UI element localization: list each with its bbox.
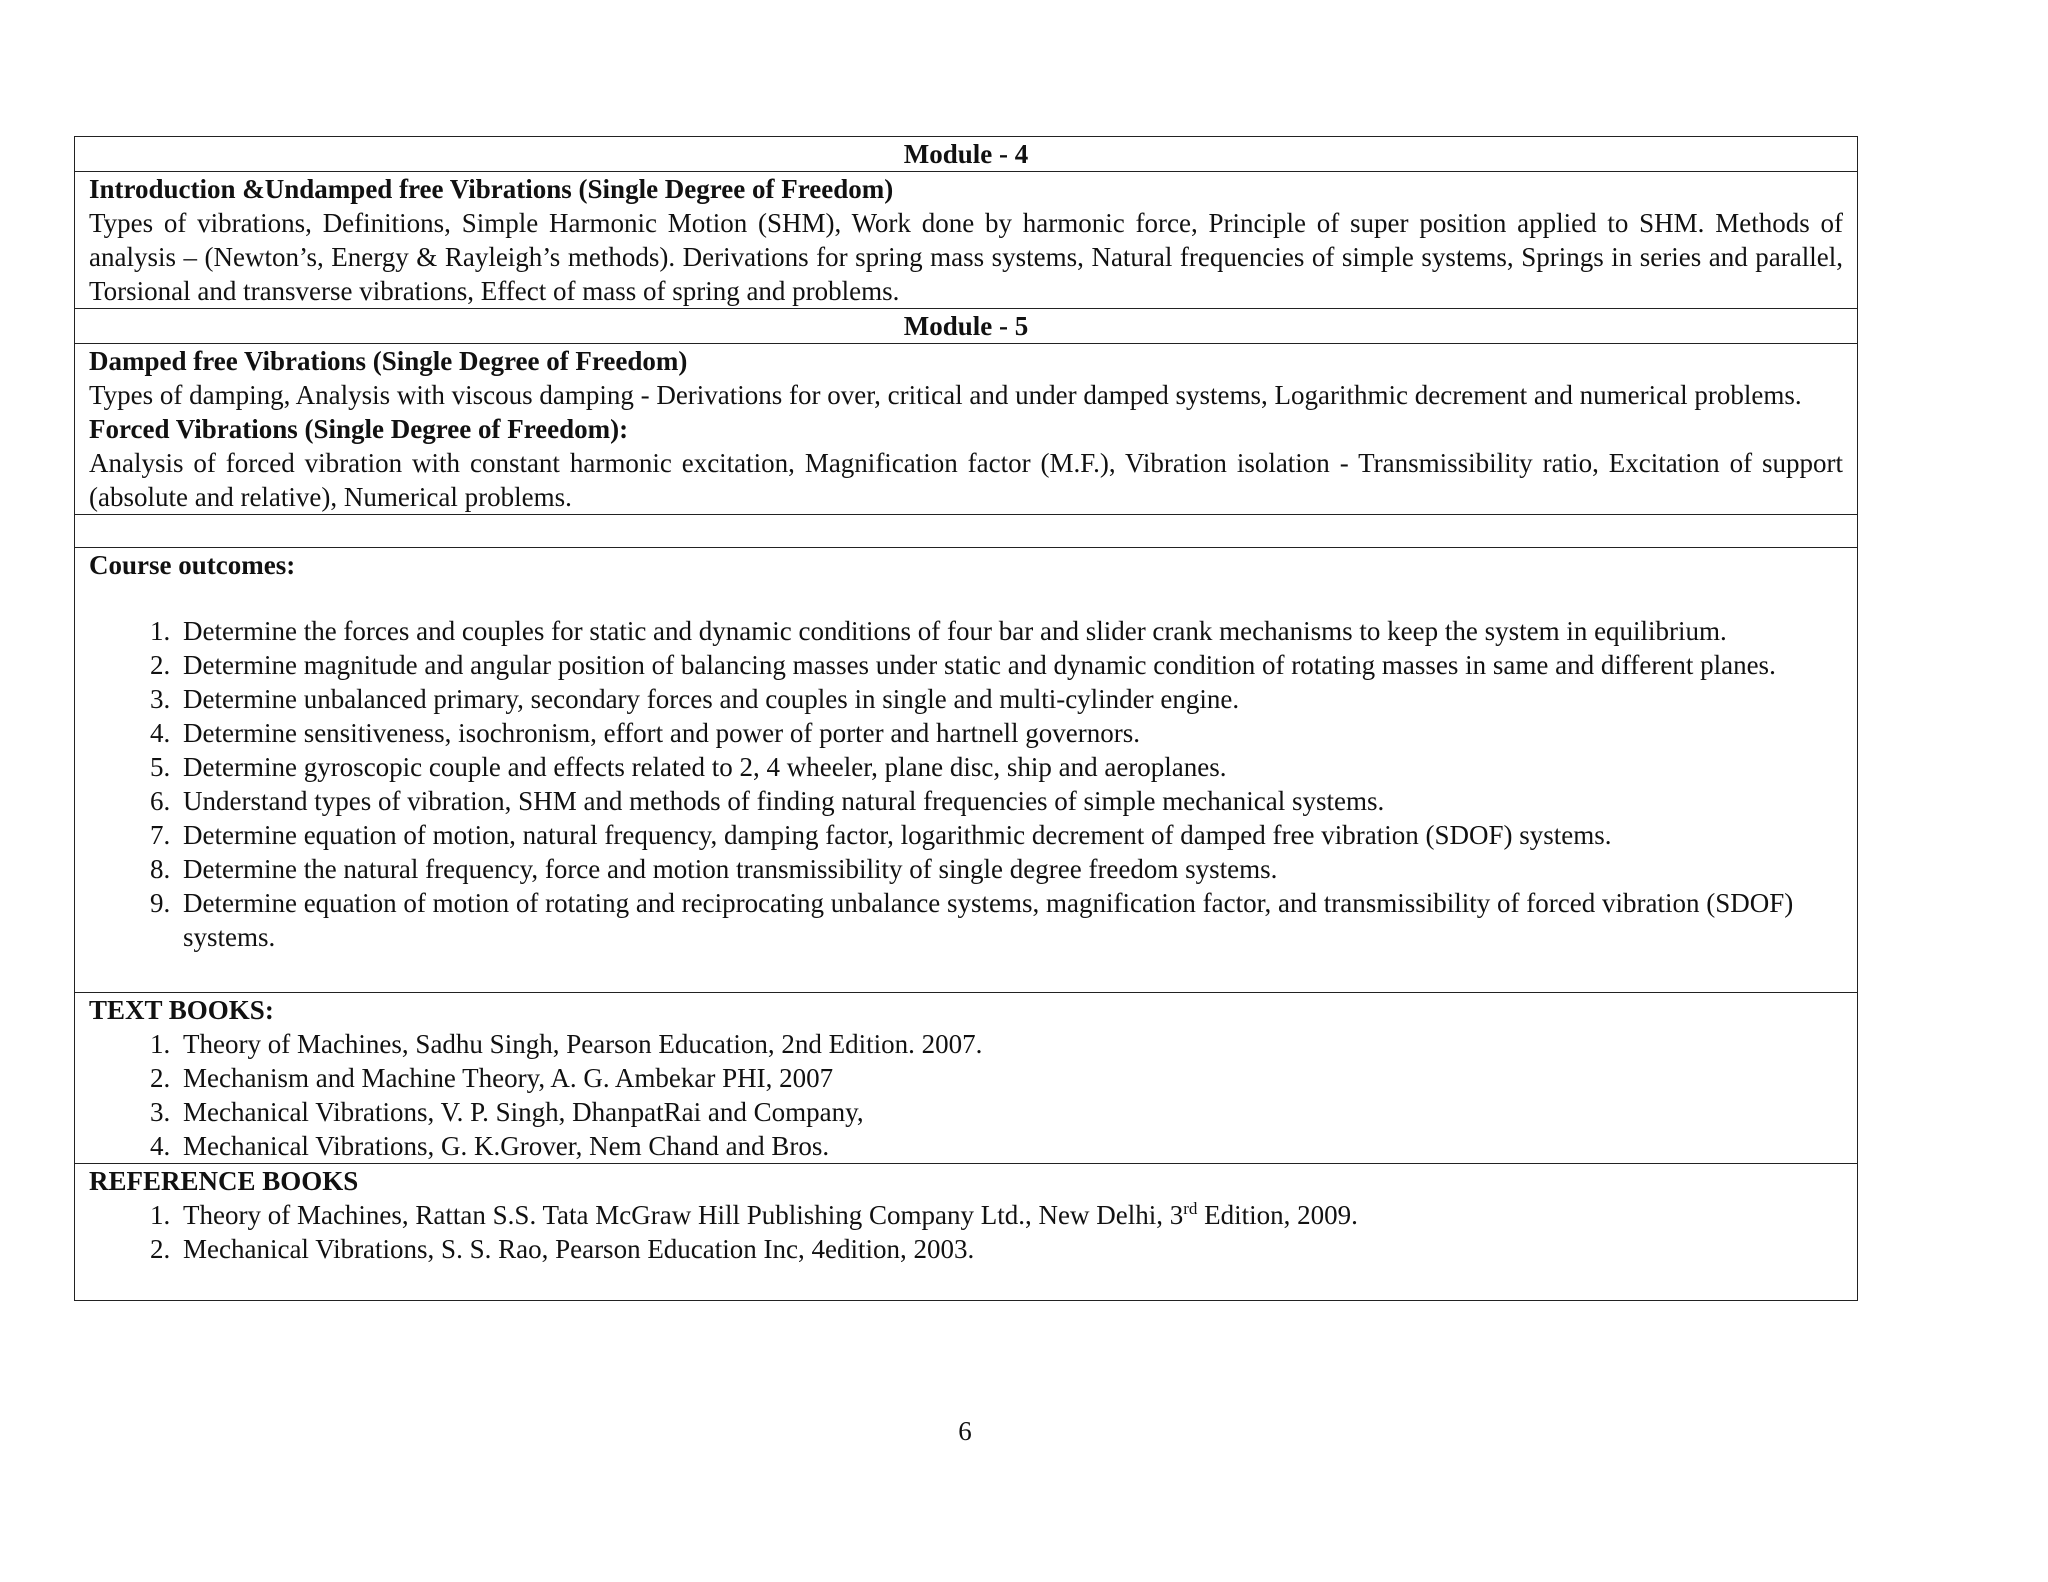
syllabus-table — [74, 136, 1858, 1301]
module4-content-row — [75, 172, 1858, 309]
outcome-item: 5. Determine gyroscopic couple and effects related to 2, 4 wheeler, plane disc, ship and aeroplanes. — [177, 750, 1843, 784]
reference-book-text: Theory of Machines, Rattan S.S. Tata McGraw Hill Publishing Company Ltd., New Delhi, 3 — [183, 1200, 1184, 1230]
module5-header-row — [75, 309, 1858, 344]
module5-body-damped: Types of damping, Analysis with viscous damping - Derivations for over, critical and under damped systems, Logarithmic decrement and numerical problems. — [89, 380, 1802, 410]
text-book-item: 3. Mechanical Vibrations, V. P. Singh, DhanpatRai and Company, — [177, 1095, 1843, 1129]
module5-content-row — [75, 344, 1858, 515]
outcome-item: 3. Determine unbalanced primary, secondary forces and couples in single and multi-cylinder engine. — [177, 682, 1843, 716]
outcome-item: 1. Determine the forces and couples for static and dynamic conditions of four bar and slider crank mechanisms to keep the system in equilibrium. — [177, 614, 1843, 648]
module5-content — [75, 344, 1858, 515]
reference-book-item: 2. Mechanical Vibrations, S. S. Rao, Pearson Education Inc, 4edition, 2003. — [177, 1232, 1843, 1266]
module5-title-forced: Forced Vibrations (Single Degree of Freedom): — [89, 414, 629, 444]
empty-row — [75, 515, 1858, 548]
module4-header: Module - 4 — [75, 137, 1858, 172]
text-books-list — [89, 1027, 1843, 1163]
reference-book-item — [177, 1198, 1843, 1232]
module5-title-damped: Damped free Vibrations (Single Degree of Freedom) — [89, 346, 688, 376]
text-books-row — [75, 993, 1858, 1164]
ordinal-suffix: rd — [1183, 1199, 1198, 1218]
text-book-item: 4. Mechanical Vibrations, G. K.Grover, Nem Chand and Bros. — [177, 1129, 1843, 1163]
module4-body: Types of vibrations, Definitions, Simple Harmonic Motion (SHM), Work done by harmonic force, Principle of super position applied to SHM. Methods of analysis – (Newton’s, Energy & Rayleigh’s methods). Derivations for spring mass systems, Natural frequencies of simple systems, Springs in series and parallel, Torsional and transverse vibrations, Effect of mass of spring and problems. — [89, 208, 1843, 306]
module4-title: Introduction &Undamped free Vibrations (Single Degree of Freedom) — [89, 174, 894, 204]
reference-books-row — [75, 1164, 1858, 1301]
course-outcomes-row — [75, 548, 1858, 993]
text-book-item: 1. Theory of Machines, Sadhu Singh, Pearson Education, 2nd Edition. 2007. — [177, 1027, 1843, 1061]
module5-body-forced: Analysis of forced vibration with constant harmonic excitation, Magnification factor (M.F.), Vibration isolation - Transmissibility ratio, Excitation of support (absolute and relative), Numerical problems. — [89, 448, 1843, 512]
course-outcomes-list — [89, 614, 1843, 954]
course-outcomes-cell — [75, 548, 1858, 993]
text-books-title: TEXT BOOKS: — [89, 995, 274, 1025]
outcome-item: 9. Determine equation of motion of rotating and reciprocating unbalance systems, magnification factor, and transmissibility of forced vibration (SDOF) systems. — [177, 886, 1843, 954]
reference-books-cell — [75, 1164, 1858, 1301]
empty-cell — [75, 515, 1858, 548]
module4-content — [75, 172, 1858, 309]
outcome-item: 2. Determine magnitude and angular position of balancing masses under static and dynamic condition of rotating masses in same and different planes. — [177, 648, 1843, 682]
course-outcomes-title: Course outcomes: — [89, 550, 296, 580]
text-book-item: 2. Mechanism and Machine Theory, A. G. Ambekar PHI, 2007 — [177, 1061, 1843, 1095]
reference-book-text-end: Edition, 2009. — [1197, 1200, 1358, 1230]
reference-books-title: REFERENCE BOOKS — [89, 1166, 359, 1196]
outcome-item: 7. Determine equation of motion, natural frequency, damping factor, logarithmic decrement of damped free vibration (SDOF) systems. — [177, 818, 1843, 852]
page-number: 6 — [958, 1416, 972, 1446]
module5-header: Module - 5 — [75, 309, 1858, 344]
outcome-item: 8. Determine the natural frequency, force and motion transmissibility of single degree freedom systems. — [177, 852, 1843, 886]
module4-header-row — [75, 137, 1858, 172]
text-books-cell — [75, 993, 1858, 1164]
reference-books-list — [89, 1198, 1843, 1266]
outcome-item: 6. Understand types of vibration, SHM and methods of finding natural frequencies of simple mechanical systems. — [177, 784, 1843, 818]
outcome-item: 4. Determine sensitiveness, isochronism, effort and power of porter and hartnell governors. — [177, 716, 1843, 750]
